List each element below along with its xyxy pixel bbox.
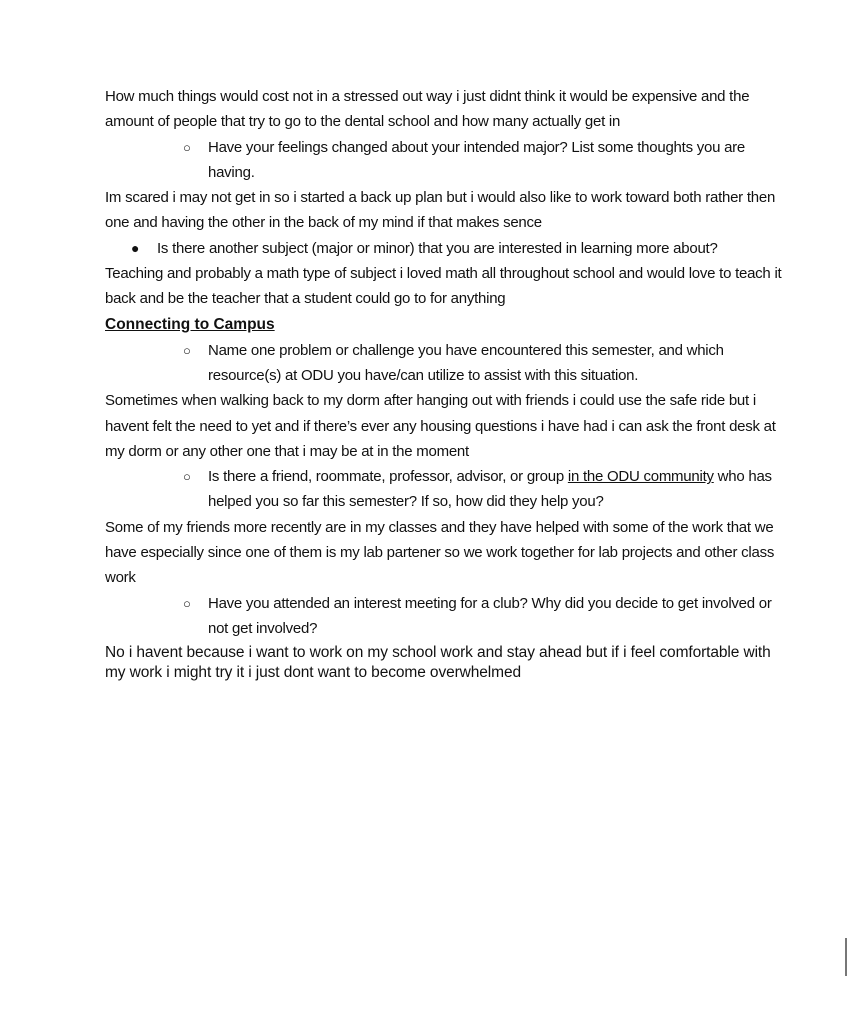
question-interest-meeting [105, 591, 785, 642]
question-friend-helped [105, 464, 785, 515]
question-text-after: who has helped you so far this semester? If so, how did they help you? [208, 468, 772, 511]
section-heading-connecting-to-campus: Connecting to Campus [105, 315, 275, 333]
question-text: Is there another subject (major or minor) that you are interested in learning more about? [157, 239, 718, 257]
filled-bullet-icon: ● [131, 239, 140, 256]
question-text: Have you attended an interest meeting for a club? Why did you decide to get involved or not get involved? [208, 594, 772, 637]
hollow-bullet-icon: ○ [183, 139, 191, 155]
question-another-subject [105, 236, 785, 261]
hollow-bullet-icon: ○ [183, 595, 191, 611]
hollow-bullet-icon: ○ [183, 342, 191, 358]
question-feelings-major [105, 135, 785, 186]
answer-friends-classes: Some of my friends more recently are in my classes and they have helped with some of the work that we have especially since one of them is my lab partener so we work together for lab projects and other class work [105, 518, 775, 587]
document-page [105, 84, 785, 683]
question-text: Name one problem or challenge you have encountered this semester, and which resource(s) at ODU you have/can utilize to assist with this situation. [208, 341, 724, 384]
answer-teaching-math: Teaching and probably a math type of subject i loved math all throughout school and would love to teach it back and be the teacher that a student could go to for anything [105, 265, 782, 308]
question-text-before: Is there a friend, roommate, professor, advisor, or group [208, 468, 568, 486]
answer-cost-concerns: How much things would cost not in a stressed out way i just didnt think it would be expensive and the amount of people that try to go to the dental school and how many actually get in [105, 88, 750, 131]
answer-club-meeting: No i havent because i want to work on my school work and stay ahead but if i feel comfortable with my work i might try it i just dont want to become overwhelmed [105, 644, 771, 682]
hollow-bullet-icon: ○ [183, 469, 191, 485]
question-problem-challenge [105, 338, 785, 389]
underlined-phrase: in the ODU community [567, 468, 714, 486]
question-text: Have your feelings changed about your intended major? List some thoughts you are having. [208, 138, 746, 181]
answer-backup-plan: Im scared i may not get in so i started a back up plan but i would also like to work toward both rather then one and having the other in the back of my mind if that makes sence [105, 189, 776, 232]
answer-safe-ride: Sometimes when walking back to my dorm after hanging out with friends i could use the safe ride but i havent felt the need to yet and if there’s ever any housing questions i have had i can ask the front desk at my dorm or any other one that i may be at in the moment [105, 392, 776, 460]
